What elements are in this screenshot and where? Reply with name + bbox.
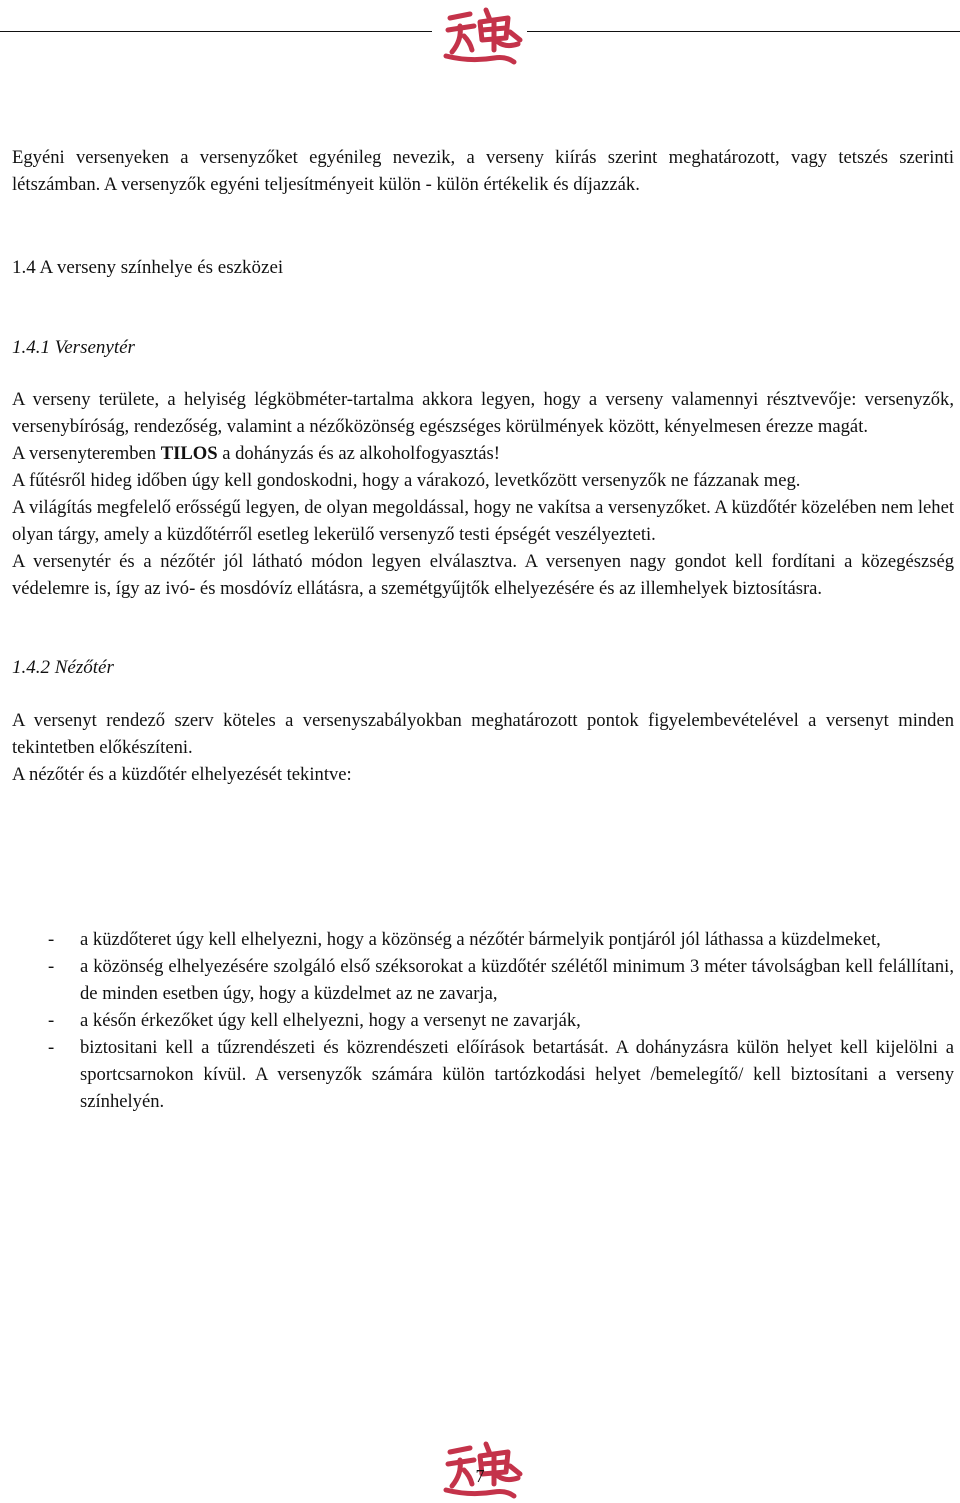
versenyter-paragraph-1: A verseny területe, a helyiség légköbméter-tartalma akkora legyen, hogy a verseny valamennyi résztvevője: versenyzők, versenybíróság, rendezőség, valamint a nézőközönség egészséges körülmények között, kényelmesen érezze magát. xyxy=(12,389,954,437)
list-item-text: a későn érkezőket úgy kell elhelyezni, hogy a versenyt ne zavarják, xyxy=(80,1010,581,1031)
section-heading-1-4-1: 1.4.1 Versenytér xyxy=(12,337,135,358)
versenyter-paragraph-5: A versenytér és a nézőtér jól látható módon legyen elválasztva. A versenyen nagy gondot kell fordítani a közegészség védelemre is, így az ivó- és mosdóvíz ellátásra, a szemétgyűjtők elhelyezésére és az illemhelyek biztosításra. xyxy=(12,551,954,599)
versenyter-paragraph-4: A világítás megfelelő erősségű legyen, de olyan megoldással, hogy ne vakítsa a versenyzőket. A küzdőtér közelében nem lehet olyan tárgy, amely a küzdőtérről esetleg lekerülő versenyző testi épségét veszélyezteti. xyxy=(12,497,954,545)
versenyter-paragraph-2 xyxy=(12,440,954,467)
list-dash: - xyxy=(48,929,55,950)
tilos-text-after: a dohányzás és az alkoholfogyasztás! xyxy=(217,443,500,464)
header-rule-right xyxy=(527,31,960,32)
intro-paragraph: Egyéni versenyeken a versenyzőket egyénileg nevezik, a verseny kiírás szerint meghatározott, vagy tetszés szerinti létszámban. A versenyzők egyéni teljesítményeit külön - külön értékelik és díjazzák. xyxy=(12,147,954,195)
section-heading-1-4-2: 1.4.2 Nézőtér xyxy=(12,657,114,678)
nezoter-paragraph-1: A versenyt rendező szerv köteles a versenyszabályokban meghatározott pontok figyelembevételével a versenyt minden tekintetben előkészíteni. xyxy=(12,710,954,758)
tilos-text-before: A versenyteremben xyxy=(12,443,161,464)
calligraphy-logo-icon xyxy=(440,2,526,68)
list-dash: - xyxy=(48,1037,55,1058)
nezoter-paragraph-2: A nézőtér és a küzdőtér elhelyezését tekintve: xyxy=(12,764,352,785)
versenyter-paragraph-3: A fűtésről hideg időben úgy kell gondoskodni, hogy a várakozó, levetkőzött versenyzők ne fázzanak meg. xyxy=(12,470,801,491)
list-item-text: a közönség elhelyezésére szolgáló első széksorokat a küzdőtér szélétől minimum 3 méter távolságban kell felállítani, de minden esetben úgy, hogy a küzdelmet az ne zavarja, xyxy=(80,956,954,1004)
nezoter-list xyxy=(12,926,954,1115)
page-number: 7 xyxy=(475,1466,485,1486)
list-dash: - xyxy=(48,1010,55,1031)
list-item-text: a küzdőteret úgy kell elhelyezni, hogy a közönség a nézőtér bármelyik pontjáról jól láthassa a küzdelmeket, xyxy=(80,929,881,950)
document-body xyxy=(12,144,954,788)
list-dash: - xyxy=(48,956,55,977)
list-item xyxy=(12,926,954,953)
list-item xyxy=(12,1034,954,1115)
calligraphy-logo-svg xyxy=(440,2,526,68)
list-item xyxy=(12,1007,954,1034)
list-item xyxy=(12,953,954,1007)
tilos-bold: TILOS xyxy=(160,443,218,464)
section-heading-1-4: 1.4 A verseny színhelye és eszközei xyxy=(12,257,284,278)
list-item-text: biztositani kell a tűzrendészeti és közrendészeti előírások betartását. A dohányzásra külön helyet kell kijelölni a sportcsarnokon kívül. A versenyzők számára külön tartózkodási helyet /bemelegítő/ kell biztosítani a verseny színhelyén. xyxy=(80,1037,954,1112)
header-rule-left xyxy=(0,31,432,32)
